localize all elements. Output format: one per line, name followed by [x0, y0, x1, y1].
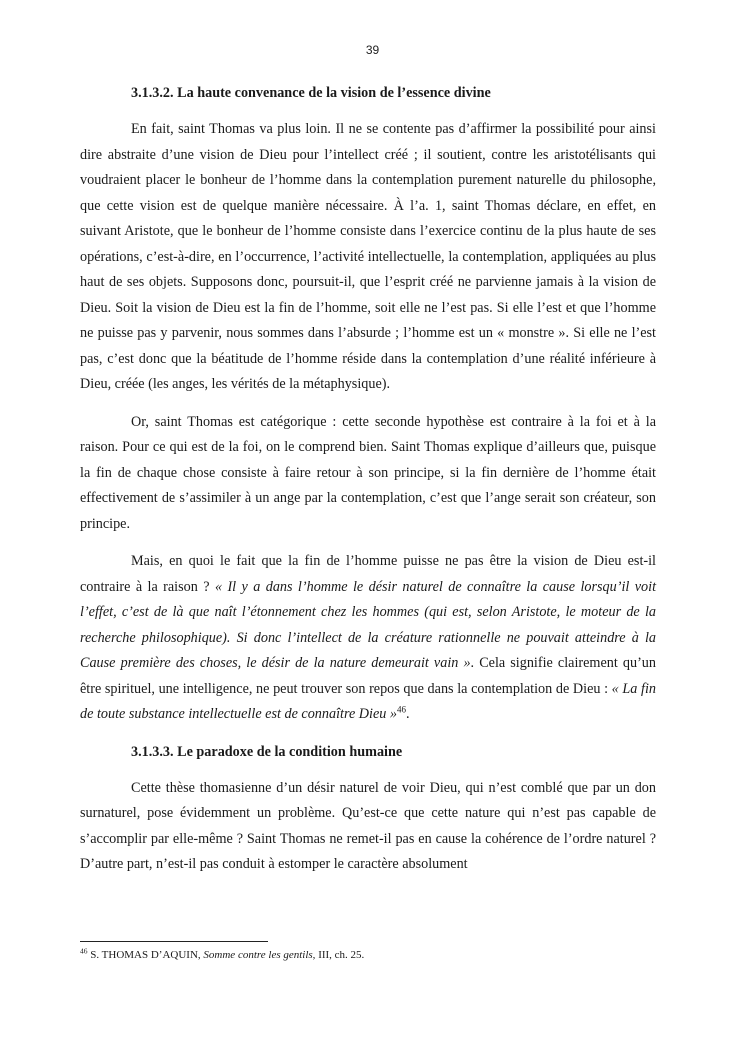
section-heading: 3.1.3.3. Le paradoxe de la condition humaine: [131, 743, 403, 760]
section-heading: 3.1.3.2. La haute convenance de la vision de l’essence divine: [131, 85, 491, 101]
quotation: « Il y a dans l’homme le désir naturel de connaître la cause lorsqu’il voit l’effet, c’est de là que naît l’étonnement chez les hommes (qui est, selon Aristote, le moteur de la recherche philosophique). Si donc l’intellect de la créature rationnelle ne pouvait atteindre à la Cause première des choses, le désir de la nature demeurait vain »: [80, 578, 657, 671]
page-number: 39: [365, 43, 380, 57]
footnote: [80, 948, 656, 962]
paragraph: Or, saint Thomas est catégorique : cette seconde hypothèse est contraire à la foi et à la raison. Pour ce qui est de la foi, on le comprend bien. Saint Thomas explique d’ailleurs que, puisque la fin de chaque chose consiste à faire retour à son principe, si la fin dernière de l’homme était effectivement de s’assimiler à un ange par la contemplation, c’est que l’ange serait son créateur, son principe.: [80, 413, 656, 532]
footnote-divider: [80, 941, 268, 942]
footnote-ref-text: III, ch. 25.: [315, 949, 365, 961]
footnote-number: 46: [80, 946, 88, 956]
paragraph: Cette thèse thomasienne d’un désir naturel de voir Dieu, qui n’est comblé que par un don surnaturel, pose évidemment un problème. Qu’est-ce que cette nature qui n’est pas capable de s’accomplir par elle-même ? Saint Thomas ne remet-il pas en cause la cohérence de l’ordre naturel ? D’autre part, n’est-il pas conduit à estomper le caractère absolument: [80, 779, 656, 872]
paragraph: En fait, saint Thomas va plus loin. Il ne se contente pas d’affirmer la possibilité pour ainsi dire abstraite d’une vision de Dieu pour l’intellect créé ; il soutient, contre les aristotélisants qui voudraient placer le bonheur de l’homme dans la contemplation purement naturelle du philosophe, que cette vision est de quelque manière nécessaire. À l’a. 1, saint Thomas déclare, en effet, en suivant Aristote, que le bonheur de l’homme consiste dans l’exercice continu de la plus haute de ses opérations, c’est-à-dire, en l’occurrence, l’activité intellectuelle, la contemplation, appliquées au plus haut de ses objets. Supposons donc, poursuit-il, que l’esprit créé ne parvienne jamais à la vision de Dieu. Soit la vision de Dieu est la fin de l’homme, soit elle ne l’est pas. Si elle l’est et que l’homme ne puisse pas y parvenir, nous sommes dans l’absurde ; l’homme est un « monstre ». Si elle ne l’est pas, c’est donc que la béatitude de l’homme réside dans la contemplation d’une réalité inférieure à Dieu, créée (les anges, les vérités de la métaphysique).: [80, 121, 656, 392]
paragraph-text: .: [406, 706, 410, 722]
page-body: [80, 83, 656, 878]
footnote-ref: 46: [397, 704, 407, 715]
paragraph-text: Mais, en quoi le fait que la fin de l’homme puisse ne pas être la vision de Dieu est-il contraire à la raison ?: [80, 553, 656, 595]
footnote-title: Somme contre les gentils,: [203, 949, 316, 961]
footnote-author: S. THOMAS D’AQUIN,: [87, 949, 204, 961]
quotation: « La fin de toute substance intellectuelle est de connaître Dieu »: [80, 680, 656, 722]
paragraph: [80, 549, 656, 728]
paragraph-text: . Cela signifie clairement qu’un être spirituel, une intelligence, ne peut trouver son repos que dans la contemplation de Dieu :: [80, 655, 656, 697]
